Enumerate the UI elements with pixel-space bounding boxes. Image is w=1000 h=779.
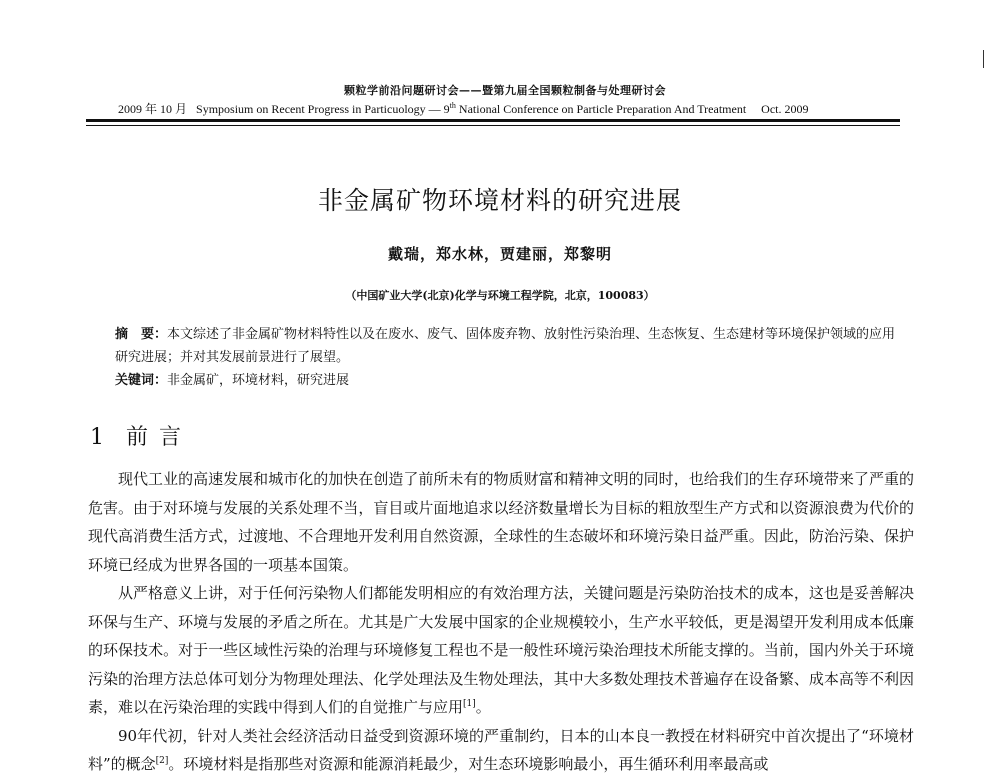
header-ordinal: th [449,101,456,110]
header-national-conference: National Conference on Particle Preparation And Treatment [455,102,747,116]
paragraph-3 [88,722,914,779]
header-conference-cn: 颗粒学前沿问题研讨会——暨第九届全国颗粒制备与处理研讨会 [344,84,666,97]
paragraph-3-cont: 。环境材料是指那些对资源和能源消耗最少，对生态环境影响最小，再生循环利用率最高或 [168,755,769,773]
citation-2: [2] [155,756,169,766]
paragraph-2-end: 。 [475,698,491,716]
paragraph-2 [88,579,914,722]
abstract-text: 本文综述了非金属矿物材料特性以及在废水、废气、固体废弃物、放射性污染治理、生态恢复、生态建材等环境保护领域的应用研究进展；并对其发展前景进行了展望。 [115,327,896,365]
paragraph-3-text: 90年代初，针对人类社会经济活动日益受到资源环境的严重制约，日本的山本良一教授在材料研究中首次提出了“环境材料”的概念 [88,726,914,773]
abstract [115,323,905,369]
body-text [88,465,914,779]
section-title: 前 言 [126,425,183,450]
running-header [0,82,1000,116]
header-date-cn: 2009 年 10 月 [118,102,188,116]
abstract-block [115,323,905,392]
section-heading [90,420,183,451]
paragraph-2-text: 从严格意义上讲，对于任何污染物人们都能发明相应的有效治理方法，关键问题是污染防治技术的成本，这也是妥善解决环保与生产、环境与发展的矛盾之所在。尤其是广大发展中国家的企业规模较小，生产水平较低，更是渴望开发利用成本低廉的环保技术。对于一些区域性污染的治理与环境修复工程也不是一般性环境污染治理技术所能支撑的。当前，国内外关于环境污染的治理方法总体可划分为物理处理法、化学处理法及生物处理法，其中大多数处理技术普遍存在设备繁、成本高等不利因素，难以在污染治理的实践中得到人们的自觉推广与应用 [88,584,914,716]
citation-1: [1] [463,699,476,709]
header-symposium-en: Symposium on Recent Progress in Particuology — 9 [196,102,450,116]
header-rule-thin [86,125,900,126]
paper-authors: 戴瑞，郑水林，贾建丽，郑黎明 [387,245,612,263]
paper-title: 非金属矿物环境材料的研究进展 [317,186,682,215]
keywords-label: 关键词： [115,373,168,388]
keywords [115,369,905,392]
paper-affiliation: （中国矿业大学(北京)化学与环境工程学院，北京，100083） [345,289,655,302]
header-date-en: Oct. 2009 [761,102,809,116]
paragraph-1: 现代工业的高速发展和城市化的加快在创造了前所未有的物质财富和精神文明的同时，也给我们的生存环境带来了严重的危害。由于对环境与发展的关系处理不当，盲目或片面地追求以经济数量增长为目标的粗放型生产方式和以资源浪费为代价的现代高消费生活方式，过渡地、不合理地开发利用自然资源，全球性的生态破坏和环境污染日益严重。因此，防治污染、保护环境已经成为世界各国的一项基本国策。 [88,470,914,574]
section-number: 1 [90,425,106,450]
header-conference-en [118,100,809,117]
abstract-label: 摘 要： [115,327,168,342]
header-rule-thick [86,119,900,122]
keywords-text: 非金属矿，环境材料，研究进展 [167,373,350,388]
margin-mark [983,50,984,68]
